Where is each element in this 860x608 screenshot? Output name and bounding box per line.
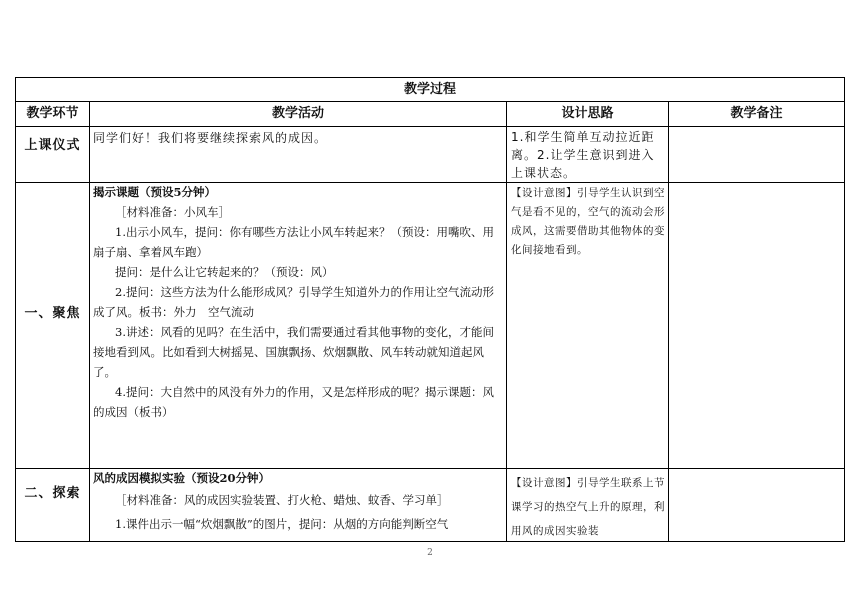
header-remark: 教学备注 bbox=[730, 106, 783, 121]
activity-line: 提问：是什么让它转起来的？（预设：风） bbox=[115, 265, 334, 279]
activity-line: ［材料准备：风的成因实验装置、打火枪、蜡烛、蚊香、学习单］ bbox=[115, 493, 449, 507]
header-design: 设计思路 bbox=[561, 106, 614, 121]
header-activity: 教学活动 bbox=[271, 106, 324, 121]
activity-block bbox=[93, 468, 503, 542]
activity-title: 风的成因模拟实验（预设20分钟） bbox=[93, 471, 271, 485]
design-text: 1.和学生简单互动拉近距离。2.让学生意识到进入上课状态。 bbox=[511, 130, 655, 180]
activity-line: 3.讲述：风看的见吗？在生活中，我们需要通过看其他事物的变化，才能间接地看到风。比如看到大树摇晃、国旗飘扬、炊烟飘散、风车转动就知道起风了。 bbox=[93, 325, 494, 379]
activity-line: 4.提问：大自然中的风没有外力的作用，又是怎样形成的呢？揭示课题：风的成因（板书） bbox=[93, 385, 494, 419]
remark-cell bbox=[669, 183, 844, 468]
table-title: 教学过程 bbox=[403, 82, 456, 97]
remark-cell bbox=[669, 469, 844, 542]
activity-line: 2.提问：这些方法为什么能形成风？引导学生知道外力的作用让空气流动形成了风。板书：外力 空气流动 bbox=[93, 285, 494, 319]
design-text: 【设计意图】引导学生认识到空气是看不见的，空气的流动会形成风，这需要借助其他物体的变化间接地看到。 bbox=[511, 187, 665, 256]
col-divider bbox=[506, 102, 507, 542]
activity-line: ［材料准备：小风车］ bbox=[115, 205, 230, 219]
stage-label: 一、聚焦 bbox=[24, 306, 81, 321]
page-number: 2 bbox=[427, 548, 433, 558]
activity-line: 1.课件出示一幅“炊烟飘散”的图片，提问：从烟的方向能判断空气 bbox=[115, 517, 449, 531]
activity-block bbox=[93, 182, 503, 422]
activity-text: 同学们好！我们将要继续探索风的成因。 bbox=[93, 131, 328, 145]
header-stage: 教学环节 bbox=[26, 106, 79, 121]
remark-cell bbox=[669, 127, 844, 182]
activity-line: 1.出示小风车，提问：你有哪些方法让小风车转起来？（预设：用嘴吹、用扇子扇、拿着风车跑） bbox=[93, 225, 494, 259]
stage-label: 上课仪式 bbox=[24, 138, 81, 153]
activity-title: 揭示课题（预设5分钟） bbox=[93, 185, 217, 199]
col-divider bbox=[89, 102, 90, 542]
design-text: 【设计意图】引导学生联系上节课学习的热空气上升的原理，利用风的成因实验装 bbox=[511, 477, 665, 537]
lesson-table bbox=[15, 77, 845, 542]
stage-label: 二、探索 bbox=[24, 486, 81, 501]
